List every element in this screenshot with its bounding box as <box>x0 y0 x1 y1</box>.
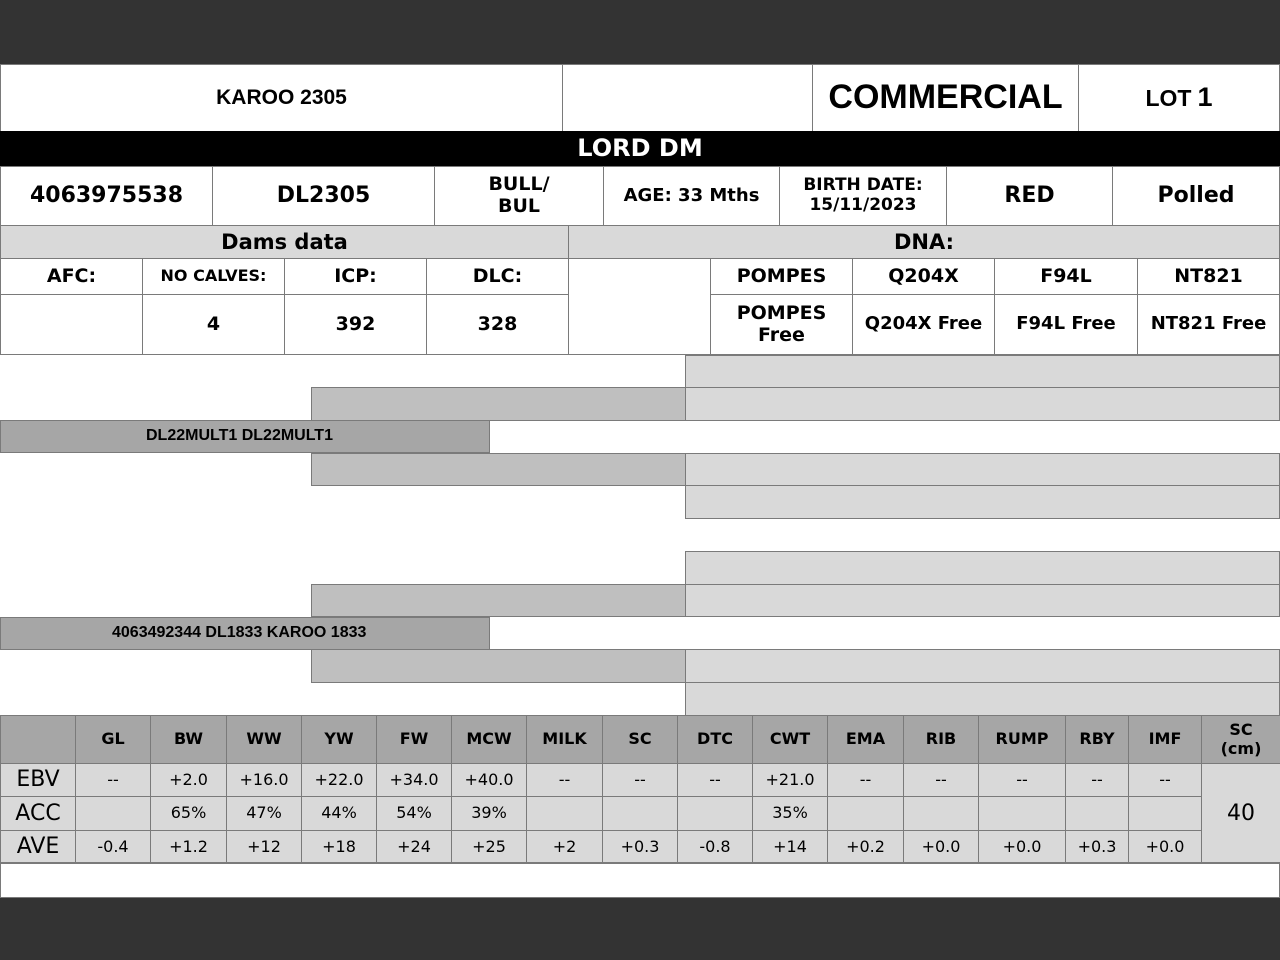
ebv-trait-header: WW <box>226 715 302 764</box>
sc-cm-header: SC (cm) <box>1201 715 1280 764</box>
ebv-value: +24 <box>376 830 452 864</box>
ebv-value <box>75 796 151 831</box>
ebv-value <box>526 796 603 831</box>
ebv-value: +18 <box>301 830 377 864</box>
dna-header-f94l: F94L <box>994 258 1138 295</box>
ebv-value: +0.0 <box>1128 830 1202 864</box>
lot-sheet <box>0 64 1280 898</box>
animal-colour: RED <box>946 166 1113 226</box>
ebv-value: -- <box>526 763 603 797</box>
animal-tag: DL2305 <box>212 166 435 226</box>
ebv-trait-header: MILK <box>526 715 603 764</box>
ebv-value: +40.0 <box>451 763 527 797</box>
ebv-value: +0.3 <box>602 830 678 864</box>
sire-name: DL22MULT1 DL22MULT1 <box>0 420 490 453</box>
pedigree-cell <box>685 453 1280 486</box>
ebv-value: +16.0 <box>226 763 302 797</box>
pedigree-cell <box>685 584 1280 617</box>
pedigree-cell <box>685 485 1280 519</box>
ebv-value: -- <box>827 763 904 797</box>
lot-number: 1 <box>1197 82 1213 113</box>
pedigree-cell <box>311 649 686 683</box>
ebv-value: 47% <box>226 796 302 831</box>
ebv-trait-header: RBY <box>1065 715 1129 764</box>
dams-value-icp: 392 <box>284 294 427 355</box>
pedigree-cell <box>685 649 1280 683</box>
header-blank-cell <box>562 64 813 132</box>
ebv-value: -0.4 <box>75 830 151 864</box>
dna-value-pompes: POMPES Free <box>710 294 853 355</box>
animal-age: AGE: 33 Mths <box>603 166 780 226</box>
ebv-trait-header: RIB <box>903 715 979 764</box>
dna-header-pompes: POMPES <box>710 258 853 295</box>
lot-label: LOT <box>1145 84 1192 111</box>
dna-header-nt821: NT821 <box>1137 258 1280 295</box>
pedigree-cell <box>311 584 686 617</box>
ebv-value: +1.2 <box>150 830 227 864</box>
dam-name: 4063492344 DL1833 KAROO 1833 <box>0 617 490 650</box>
ebv-value: +34.0 <box>376 763 452 797</box>
footer-blank-row <box>0 862 1280 898</box>
ebv-value <box>903 796 979 831</box>
ebv-trait-header: CWT <box>752 715 828 764</box>
ebv-trait-header: RUMP <box>978 715 1066 764</box>
ebv-value: +22.0 <box>301 763 377 797</box>
ebv-value: -0.8 <box>677 830 753 864</box>
ebv-value: -- <box>1065 763 1129 797</box>
ebv-value: +14 <box>752 830 828 864</box>
ebv-value: 54% <box>376 796 452 831</box>
ebv-value <box>827 796 904 831</box>
ebv-value: +0.2 <box>827 830 904 864</box>
pedigree-cell <box>311 387 686 421</box>
dams-value-no-calves: 4 <box>142 294 285 355</box>
dams-value-afc <box>0 294 143 355</box>
pedigree-cell <box>685 682 1280 716</box>
horn-status: Polled <box>1112 166 1280 226</box>
ebv-value <box>1065 796 1129 831</box>
ebv-row-label: EBV <box>0 763 76 797</box>
pedigree-cell <box>685 387 1280 421</box>
ebv-value: +0.0 <box>978 830 1066 864</box>
animal-title: LORD DM <box>0 131 1280 167</box>
animal-id: 4063975538 <box>0 166 213 226</box>
dams-header-afc: AFC: <box>0 258 143 295</box>
category-label: COMMERCIAL <box>812 64 1079 132</box>
ebv-value: +0.0 <box>903 830 979 864</box>
ebv-corner-cell <box>0 715 76 764</box>
ebv-value: 35% <box>752 796 828 831</box>
ebv-value: -- <box>978 763 1066 797</box>
ebv-row-label: AVE <box>0 830 76 864</box>
ebv-value <box>978 796 1066 831</box>
ebv-value: +25 <box>451 830 527 864</box>
dna-header-q204x: Q204X <box>852 258 995 295</box>
dna-heading: DNA: <box>568 225 1280 259</box>
ebv-trait-header: DTC <box>677 715 753 764</box>
animal-sex: BULL/ BUL <box>434 166 604 226</box>
ebv-value <box>602 796 678 831</box>
ebv-value: +2.0 <box>150 763 227 797</box>
ebv-trait-header: FW <box>376 715 452 764</box>
ebv-value: -- <box>677 763 753 797</box>
ebv-trait-header: SC <box>602 715 678 764</box>
ebv-trait-header: EMA <box>827 715 904 764</box>
ebv-trait-header: YW <box>301 715 377 764</box>
ebv-value: 39% <box>451 796 527 831</box>
dams-header-icp: ICP: <box>284 258 427 295</box>
ebv-value: -- <box>1128 763 1202 797</box>
ebv-value <box>677 796 753 831</box>
sc-cm-value: 40 <box>1201 763 1280 864</box>
ebv-value: -- <box>903 763 979 797</box>
pedigree-cell <box>685 551 1280 585</box>
ebv-trait-header: IMF <box>1128 715 1202 764</box>
pedigree-cell <box>685 355 1280 389</box>
ebv-value: +21.0 <box>752 763 828 797</box>
dna-value-f94l: F94L Free <box>994 294 1138 355</box>
ebv-value: 65% <box>150 796 227 831</box>
ebv-value: 44% <box>301 796 377 831</box>
ebv-row-label: ACC <box>0 796 76 831</box>
lot-cell <box>1078 64 1280 132</box>
dams-header-dlc: DLC: <box>426 258 569 295</box>
dna-value-q204x: Q204X Free <box>852 294 995 355</box>
dna-value-nt821: NT821 Free <box>1137 294 1280 355</box>
dams-data-heading: Dams data <box>0 225 569 259</box>
animal-name: KAROO 2305 <box>0 64 563 132</box>
birth-date: BIRTH DATE: 15/11/2023 <box>779 166 947 226</box>
ebv-value: +12 <box>226 830 302 864</box>
dams-header-no-calves: NO CALVES: <box>142 258 285 295</box>
ebv-value: -- <box>602 763 678 797</box>
ebv-value: +0.3 <box>1065 830 1129 864</box>
dna-blank-cell <box>568 258 711 355</box>
dams-value-dlc: 328 <box>426 294 569 355</box>
ebv-trait-header: BW <box>150 715 227 764</box>
ebv-trait-header: MCW <box>451 715 527 764</box>
ebv-trait-header: GL <box>75 715 151 764</box>
ebv-value: +2 <box>526 830 603 864</box>
pedigree-cell <box>311 453 686 486</box>
ebv-value <box>1128 796 1202 831</box>
ebv-value: -- <box>75 763 151 797</box>
